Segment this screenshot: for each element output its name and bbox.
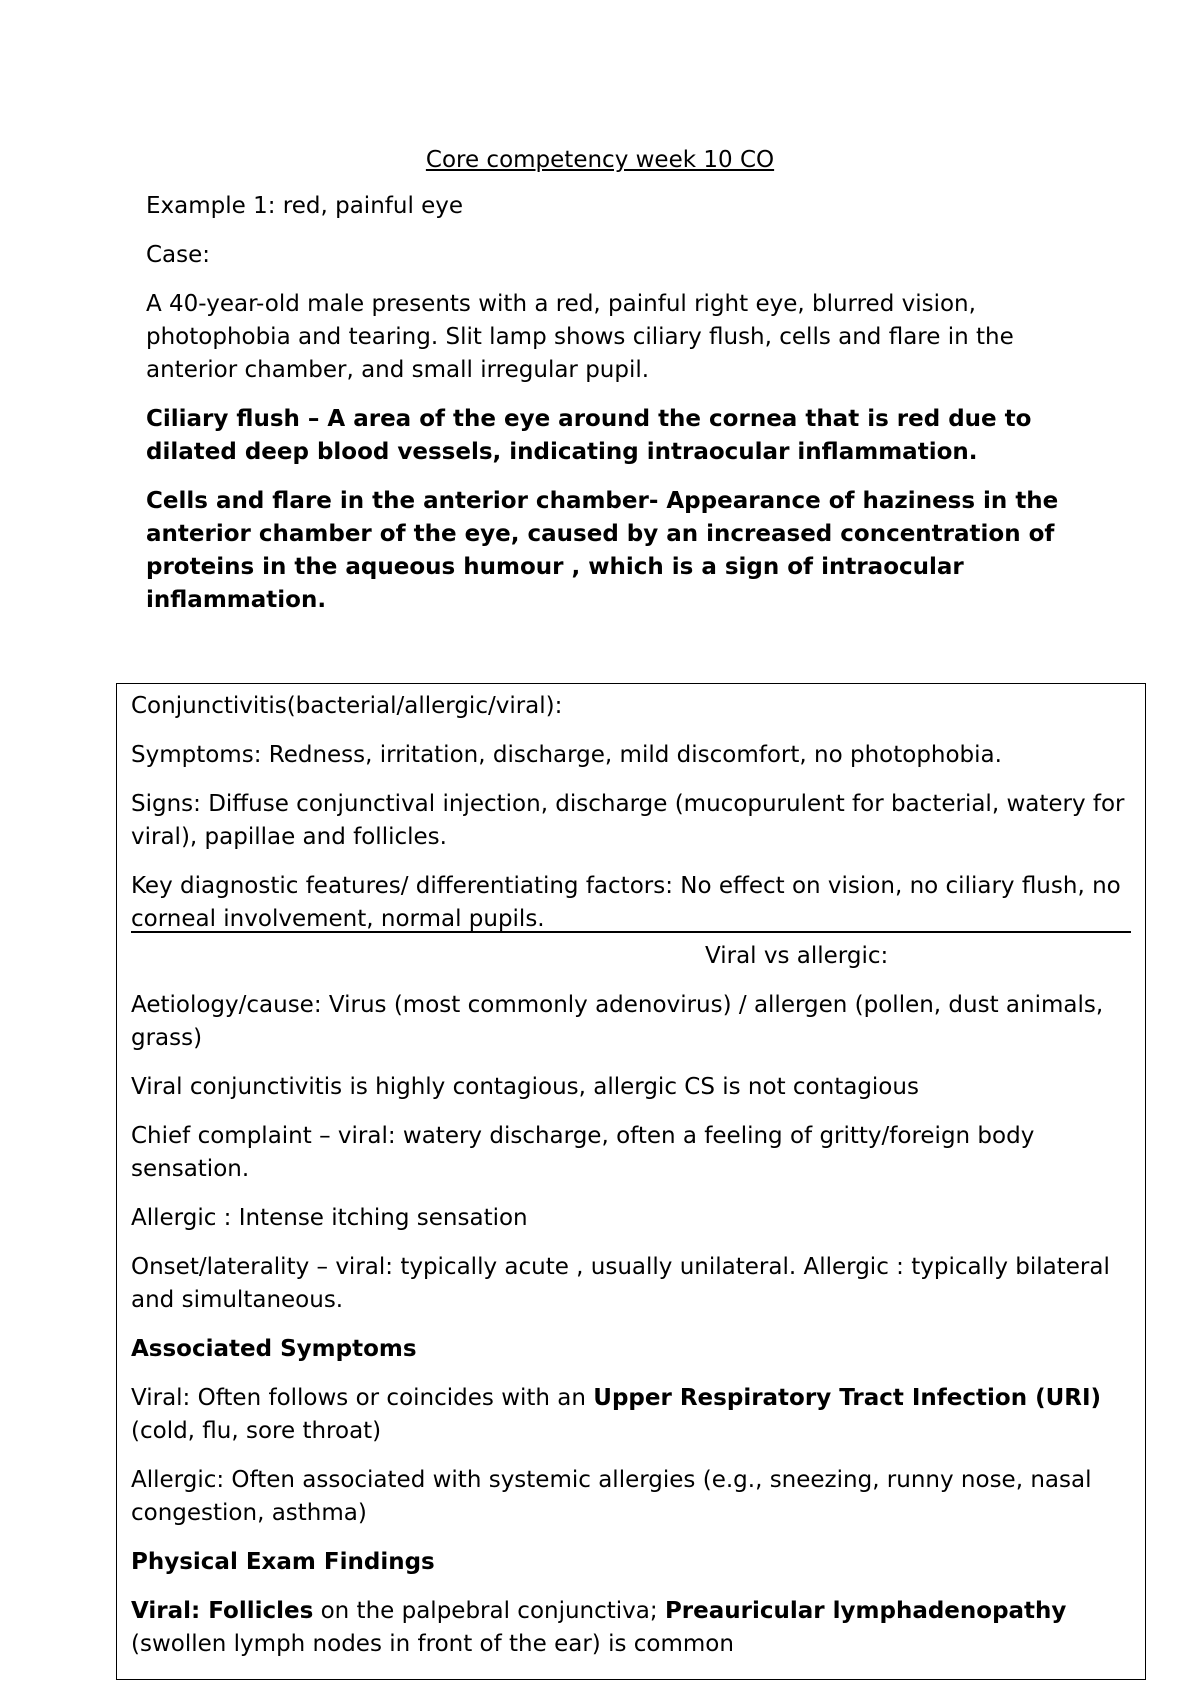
- conjunctivitis-table: [116, 683, 1146, 1680]
- contagious-text: Viral conjunctivitis is highly contagious, allergic CS is not contagious: [131, 1074, 919, 1100]
- case-label: Case:: [146, 242, 211, 268]
- viral-assoc-prefix: Viral: Often follows or coincides with an: [131, 1385, 594, 1411]
- viral-vs-allergic-heading: Viral vs allergic:: [705, 943, 889, 969]
- viral-follicles-term: Viral: Follicles: [131, 1598, 314, 1624]
- preauricular-term: Preauricular lymphadenopathy: [664, 1598, 1067, 1624]
- viral-associated-text: [131, 1382, 1131, 1448]
- conjunctivitis-key-features: Key diagnostic features/ differentiating factors: No effect on vision, no ciliary flush, no corneal involvement, normal pupils.: [131, 873, 1121, 932]
- exam-text-1: on the palpebral conjunctiva;: [313, 1598, 665, 1624]
- aetiology-text: Aetiology/cause: Virus (most commonly adenovirus) / allergen (pollen, dust animals, grass): [131, 992, 1104, 1051]
- example-heading: Example 1: red, painful eye: [146, 193, 464, 219]
- conjunctivitis-heading: Conjunctivitis(bacterial/allergic/viral):: [131, 693, 563, 719]
- intro-section: [146, 190, 1086, 633]
- physical-exam-heading: Physical Exam Findings: [131, 1549, 435, 1575]
- conjunctivitis-cell: [131, 690, 1131, 936]
- viral-vs-allergic-cell: [131, 940, 1131, 1677]
- table-divider: [131, 931, 1131, 933]
- viral-assoc-suffix: (cold, flu, sore throat): [131, 1418, 382, 1444]
- conjunctivitis-signs: Signs: Diffuse conjunctival injection, discharge (mucopurulent for bacterial, watery for viral), papillae and follicles.: [131, 791, 1125, 850]
- conjunctivitis-symptoms: Symptoms: Redness, irritation, discharge, mild discomfort, no photophobia.: [131, 742, 1002, 768]
- allergic-complaint-text: Allergic : Intense itching sensation: [131, 1205, 528, 1231]
- allergic-associated-text: Allergic: Often associated with systemic allergies (e.g., sneezing, runny nose, nasal congestion, asthma): [131, 1467, 1092, 1526]
- physical-exam-text: [131, 1595, 1131, 1661]
- cells-flare-definition: Cells and flare in the anterior chamber- Appearance of haziness in the anterior chamber of the eye, caused by an increased concentration of proteins in the aqueous humour , which is a sign of intraocular inflammation.: [146, 488, 1059, 613]
- ciliary-flush-definition: Ciliary flush – A area of the eye around the cornea that is red due to dilated deep blood vessels, indicating intraocular inflammation.: [146, 406, 1032, 465]
- onset-text: Onset/laterality – viral: typically acute , usually unilateral. Allergic : typically bilateral and simultaneous.: [131, 1254, 1110, 1313]
- uri-term: Upper Respiratory Tract Infection (URI): [593, 1385, 1102, 1411]
- exam-text-2: (swollen lymph nodes in front of the ear) is common: [131, 1631, 734, 1657]
- associated-symptoms-heading: Associated Symptoms: [131, 1336, 417, 1362]
- case-text: A 40-year-old male presents with a red, painful right eye, blurred vision, photophobia and tearing. Slit lamp shows ciliary flush, cells and flare in the anterior chamber, and small irregular pupil.: [146, 291, 1014, 383]
- chief-complaint-text: Chief complaint – viral: watery discharge, often a feeling of gritty/foreign body sensation.: [131, 1123, 1035, 1182]
- page-title: Core competency week 10 CO: [425, 147, 775, 173]
